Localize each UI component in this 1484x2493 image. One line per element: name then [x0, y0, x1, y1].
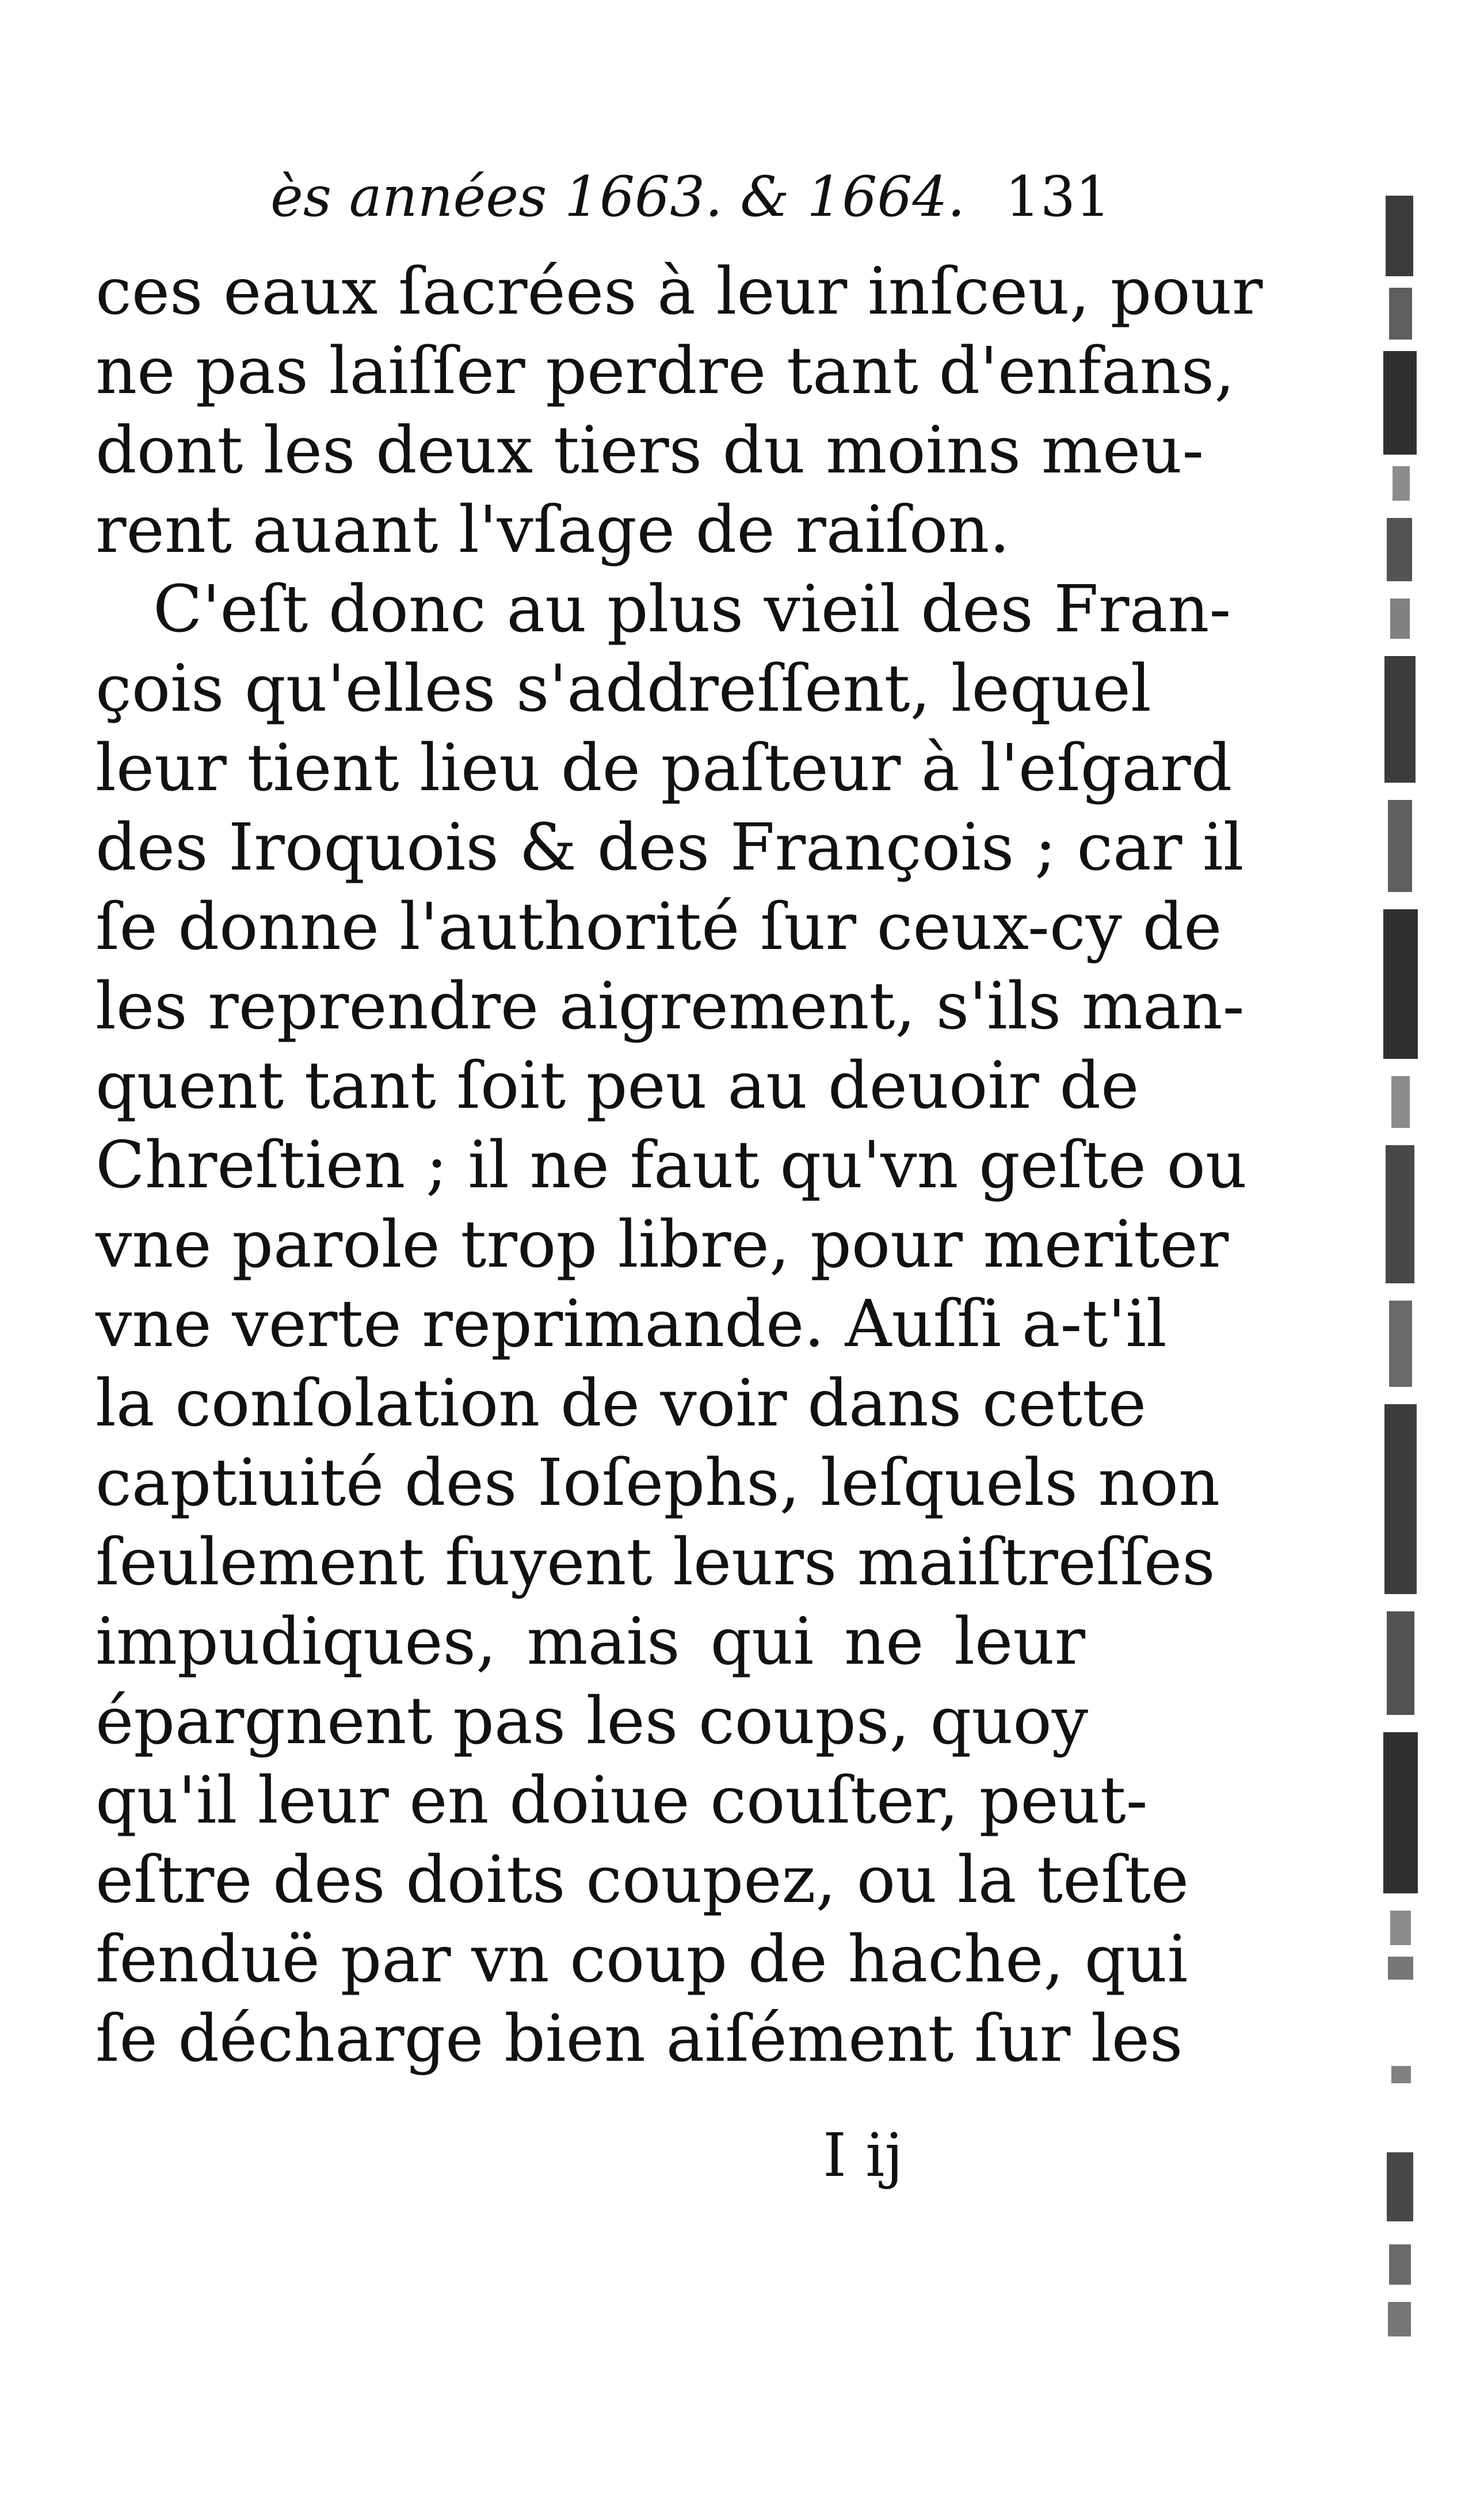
text-line: ſe donne l'authorité ſur ceux-cy de	[96, 890, 1222, 965]
text-line: ſeulement fuyent leurs maiſtreſſes	[96, 1525, 1215, 1600]
text-line: ne pas laiſſer perdre tant d'enfans,	[96, 334, 1235, 409]
signature-mark: I ij	[823, 2120, 903, 2190]
text-line: épargnent pas les coups, quoy	[96, 1684, 1089, 1759]
text-line: vne parole trop libre, pour meriter	[96, 1207, 1229, 1282]
text-line: ſe décharge bien aiſément ſur les	[96, 2002, 1183, 2076]
text-line: quent tant ſoit peu au deuoir de	[96, 1049, 1139, 1123]
text-line: eſtre des doits coupez, ou la teſte	[96, 1843, 1189, 1918]
running-head-title: ès années 1663. & 1664.	[270, 165, 966, 229]
text-line: qu'il leur en doiue couſter, peut-	[96, 1763, 1148, 1838]
text-line: rent auant l'vſage de raiſon.	[96, 493, 1010, 567]
page-number: 131	[1005, 165, 1111, 229]
text-line: les reprendre aigrement, s'ils man-	[96, 969, 1245, 1044]
text-line: vne verte reprimande. Auſſi a-t'il	[96, 1287, 1167, 1362]
text-line: des Iroquois & des François ; car il	[96, 810, 1244, 885]
body-text	[96, 252, 1263, 2079]
text-line: ces eaux ſacrées à leur inſceu, pour	[96, 254, 1263, 329]
bleed-through-shadow	[1381, 196, 1427, 2359]
text-line: Chreſtien ; il ne faut qu'vn geſte ou	[96, 1128, 1248, 1203]
text-line: C'eſt donc au plus vieil des Fran-	[153, 572, 1231, 647]
text-line: dont les deux tiers du moins meu-	[96, 413, 1204, 488]
text-line: leur tient lieu de paſteur à l'eſgard	[96, 731, 1233, 806]
text-line: fenduë par vn coup de hache, qui	[96, 1922, 1188, 1997]
text-line: captiuité des Ioſephs, leſquels non	[96, 1446, 1220, 1520]
running-head	[270, 162, 1111, 231]
text-line: çois qu'elles s'addreſſent, lequel	[96, 651, 1151, 726]
text-line: impudiques, mais qui ne leur	[96, 1604, 1085, 1679]
text-line: la conſolation de voir dans cette	[96, 1366, 1147, 1441]
